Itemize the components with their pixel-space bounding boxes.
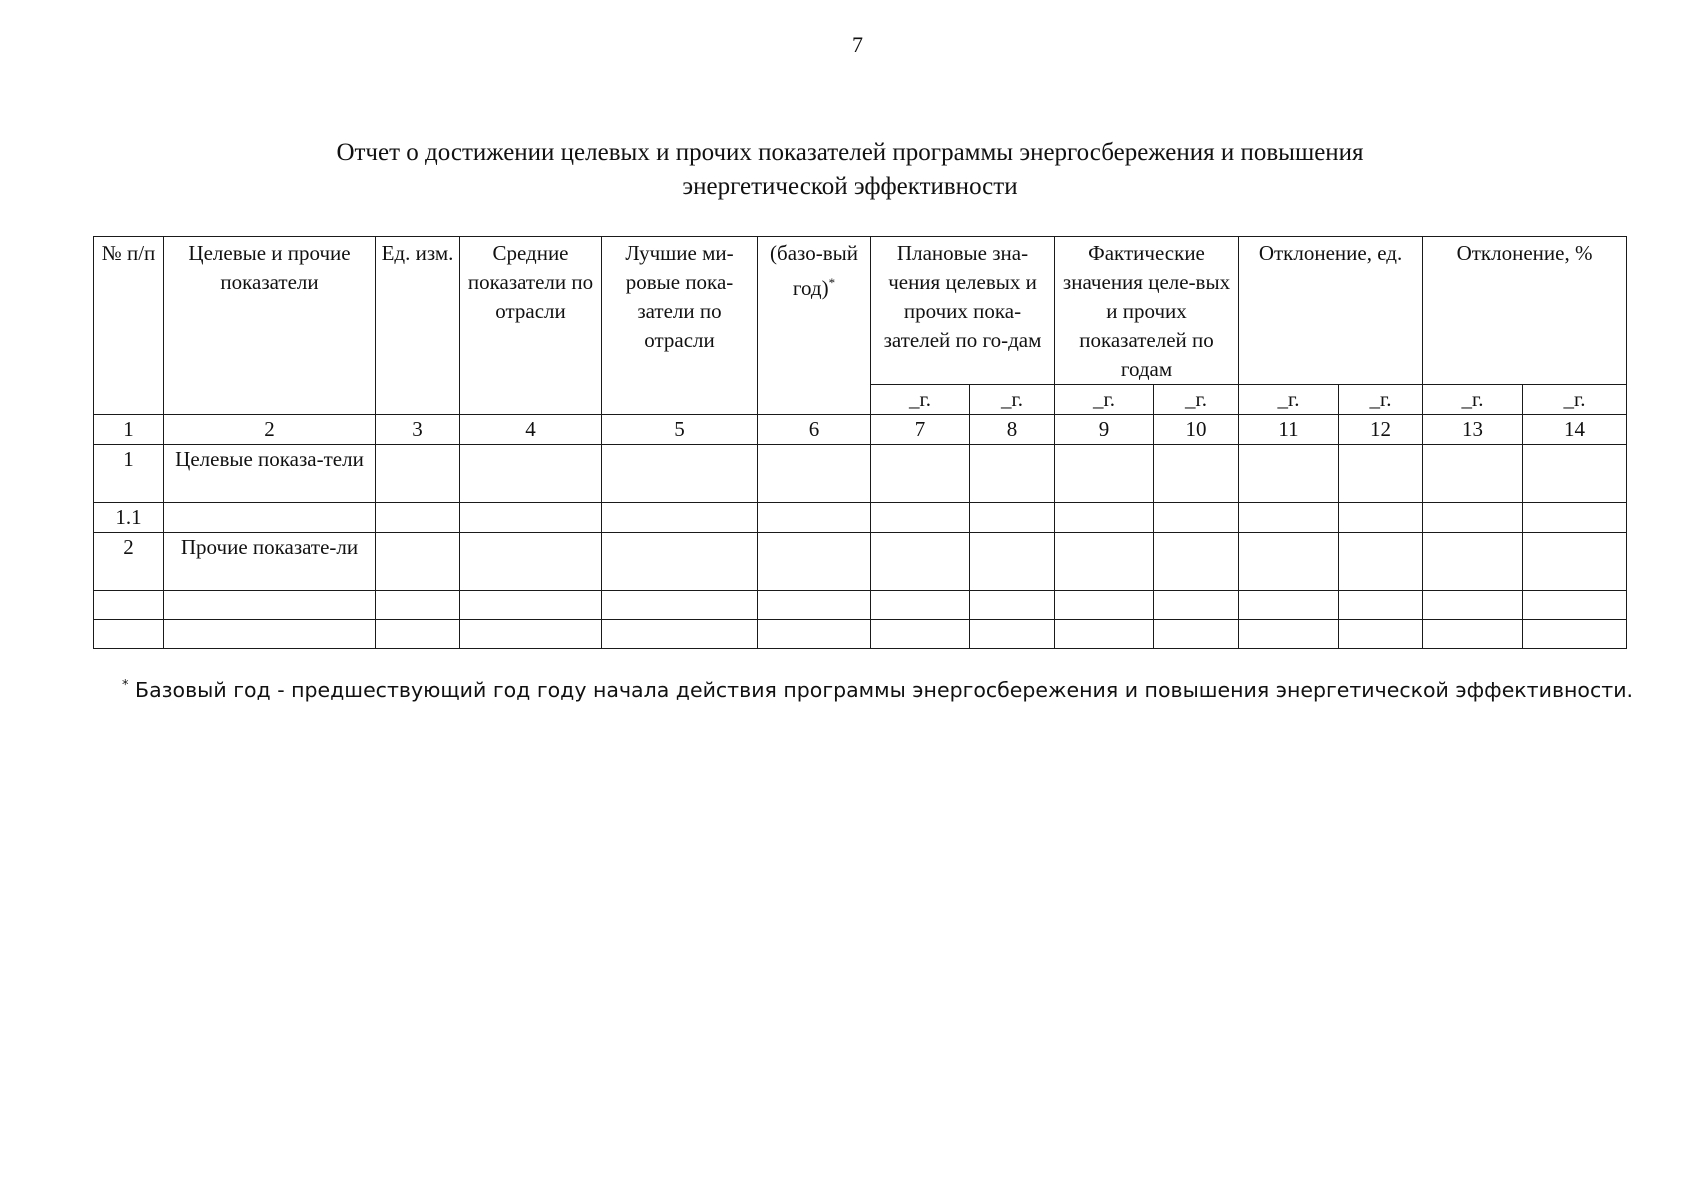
column-number: 5 xyxy=(602,415,758,445)
year-cell: _г. xyxy=(871,385,970,415)
empty-cell xyxy=(1154,533,1239,591)
header-indicators: Целевые и прочие показатели xyxy=(164,237,376,415)
row-label xyxy=(164,591,376,620)
empty-cell xyxy=(758,533,871,591)
empty-cell xyxy=(1523,533,1627,591)
column-number: 7 xyxy=(871,415,970,445)
row-label xyxy=(164,620,376,649)
empty-cell xyxy=(1239,503,1339,533)
empty-cell xyxy=(376,533,460,591)
header-row xyxy=(94,237,1627,385)
title-line-1: Отчет о достижении целевых и прочих показателей программы энергосбережения и повышения xyxy=(336,139,1364,166)
empty-cell xyxy=(376,620,460,649)
empty-cell xyxy=(1239,445,1339,503)
row-number: 1 xyxy=(94,445,164,503)
empty-cell xyxy=(871,445,970,503)
column-number: 6 xyxy=(758,415,871,445)
empty-cell xyxy=(871,503,970,533)
header-deviation-percent: Отклонение, % xyxy=(1423,237,1627,385)
empty-cell xyxy=(1523,591,1627,620)
header-base-year-text: (базо-вый год) xyxy=(770,241,858,300)
column-number: 4 xyxy=(460,415,602,445)
column-number: 13 xyxy=(1423,415,1523,445)
empty-cell xyxy=(1423,591,1523,620)
empty-cell xyxy=(758,503,871,533)
footnote-reference-mark: * xyxy=(828,275,836,290)
table-row xyxy=(94,591,1627,620)
empty-cell xyxy=(376,445,460,503)
row-number: 2 xyxy=(94,533,164,591)
column-number: 12 xyxy=(1339,415,1423,445)
empty-cell xyxy=(1523,503,1627,533)
empty-cell xyxy=(460,445,602,503)
indicators-report-table xyxy=(93,236,1627,649)
empty-cell xyxy=(1055,533,1154,591)
empty-cell xyxy=(1055,591,1154,620)
column-number: 9 xyxy=(1055,415,1154,445)
empty-cell xyxy=(758,620,871,649)
year-cell: _г. xyxy=(1154,385,1239,415)
empty-cell xyxy=(1339,620,1423,649)
row-number xyxy=(94,620,164,649)
year-cell: _г. xyxy=(1523,385,1627,415)
empty-cell xyxy=(1423,445,1523,503)
header-deviation-units: Отклонение, ед. xyxy=(1239,237,1423,385)
column-number: 10 xyxy=(1154,415,1239,445)
row-label: Целевые показа-тели xyxy=(164,445,376,503)
empty-cell xyxy=(602,445,758,503)
footnote-text: Базовый год - предшествующий год году начала действия программы энергосбережения и повышения энергетической эффективности. xyxy=(128,678,1634,702)
header-actual-values: Фактические значения целе-вых и прочих показателей по годам xyxy=(1055,237,1239,385)
empty-cell xyxy=(460,591,602,620)
empty-cell xyxy=(1339,533,1423,591)
empty-cell xyxy=(1154,445,1239,503)
empty-cell xyxy=(1339,591,1423,620)
empty-cell xyxy=(460,620,602,649)
document-title xyxy=(300,136,1400,204)
year-cell: _г. xyxy=(1339,385,1423,415)
row-number xyxy=(94,591,164,620)
column-number: 3 xyxy=(376,415,460,445)
table-row xyxy=(94,620,1627,649)
column-number: 1 xyxy=(94,415,164,445)
empty-cell xyxy=(1055,445,1154,503)
empty-cell xyxy=(758,445,871,503)
footnote xyxy=(122,678,1634,702)
row-label: Прочие показате-ли xyxy=(164,533,376,591)
column-numbers-row xyxy=(94,415,1627,445)
empty-cell xyxy=(602,533,758,591)
empty-cell xyxy=(1154,503,1239,533)
empty-cell xyxy=(1339,445,1423,503)
page-number: 7 xyxy=(852,32,863,57)
title-line-2: энергетической эффективности xyxy=(682,173,1018,200)
empty-cell xyxy=(1239,591,1339,620)
empty-cell xyxy=(1239,533,1339,591)
empty-cell xyxy=(602,591,758,620)
header-industry-average: Средние показатели по отрасли xyxy=(460,237,602,415)
header-planned-values: Плановые зна-чения целевых и прочих пока-зателей по го-дам xyxy=(871,237,1055,385)
empty-cell xyxy=(1523,620,1627,649)
empty-cell xyxy=(1055,620,1154,649)
row-number: 1.1 xyxy=(94,503,164,533)
empty-cell xyxy=(871,620,970,649)
header-base-year xyxy=(758,237,871,415)
empty-cell xyxy=(1239,620,1339,649)
empty-cell xyxy=(376,503,460,533)
empty-cell xyxy=(1423,620,1523,649)
empty-cell xyxy=(970,445,1055,503)
column-number: 8 xyxy=(970,415,1055,445)
year-cell: _г. xyxy=(1423,385,1523,415)
empty-cell xyxy=(871,533,970,591)
empty-cell xyxy=(1154,620,1239,649)
header-world-best: Лучшие ми-ровые пока-затели по отрасли xyxy=(602,237,758,415)
empty-cell xyxy=(376,591,460,620)
empty-cell xyxy=(1154,591,1239,620)
empty-cell xyxy=(602,620,758,649)
column-number: 11 xyxy=(1239,415,1339,445)
empty-cell xyxy=(970,533,1055,591)
year-cell: _г. xyxy=(1239,385,1339,415)
table-row xyxy=(94,445,1627,503)
empty-cell xyxy=(758,591,871,620)
empty-cell xyxy=(970,503,1055,533)
year-cell: _г. xyxy=(970,385,1055,415)
empty-cell xyxy=(871,591,970,620)
empty-cell xyxy=(1339,503,1423,533)
empty-cell xyxy=(460,503,602,533)
empty-cell xyxy=(1523,445,1627,503)
table-row xyxy=(94,533,1627,591)
row-label xyxy=(164,503,376,533)
year-cell: _г. xyxy=(1055,385,1154,415)
column-number: 2 xyxy=(164,415,376,445)
empty-cell xyxy=(1055,503,1154,533)
empty-cell xyxy=(460,533,602,591)
empty-cell xyxy=(970,591,1055,620)
empty-cell xyxy=(1423,503,1523,533)
table-row xyxy=(94,503,1627,533)
header-num: № п/п xyxy=(94,237,164,415)
empty-cell xyxy=(1423,533,1523,591)
header-unit: Ед. изм. xyxy=(376,237,460,415)
empty-cell xyxy=(602,503,758,533)
empty-cell xyxy=(970,620,1055,649)
footnote-mark: * xyxy=(122,678,129,694)
column-number: 14 xyxy=(1523,415,1627,445)
